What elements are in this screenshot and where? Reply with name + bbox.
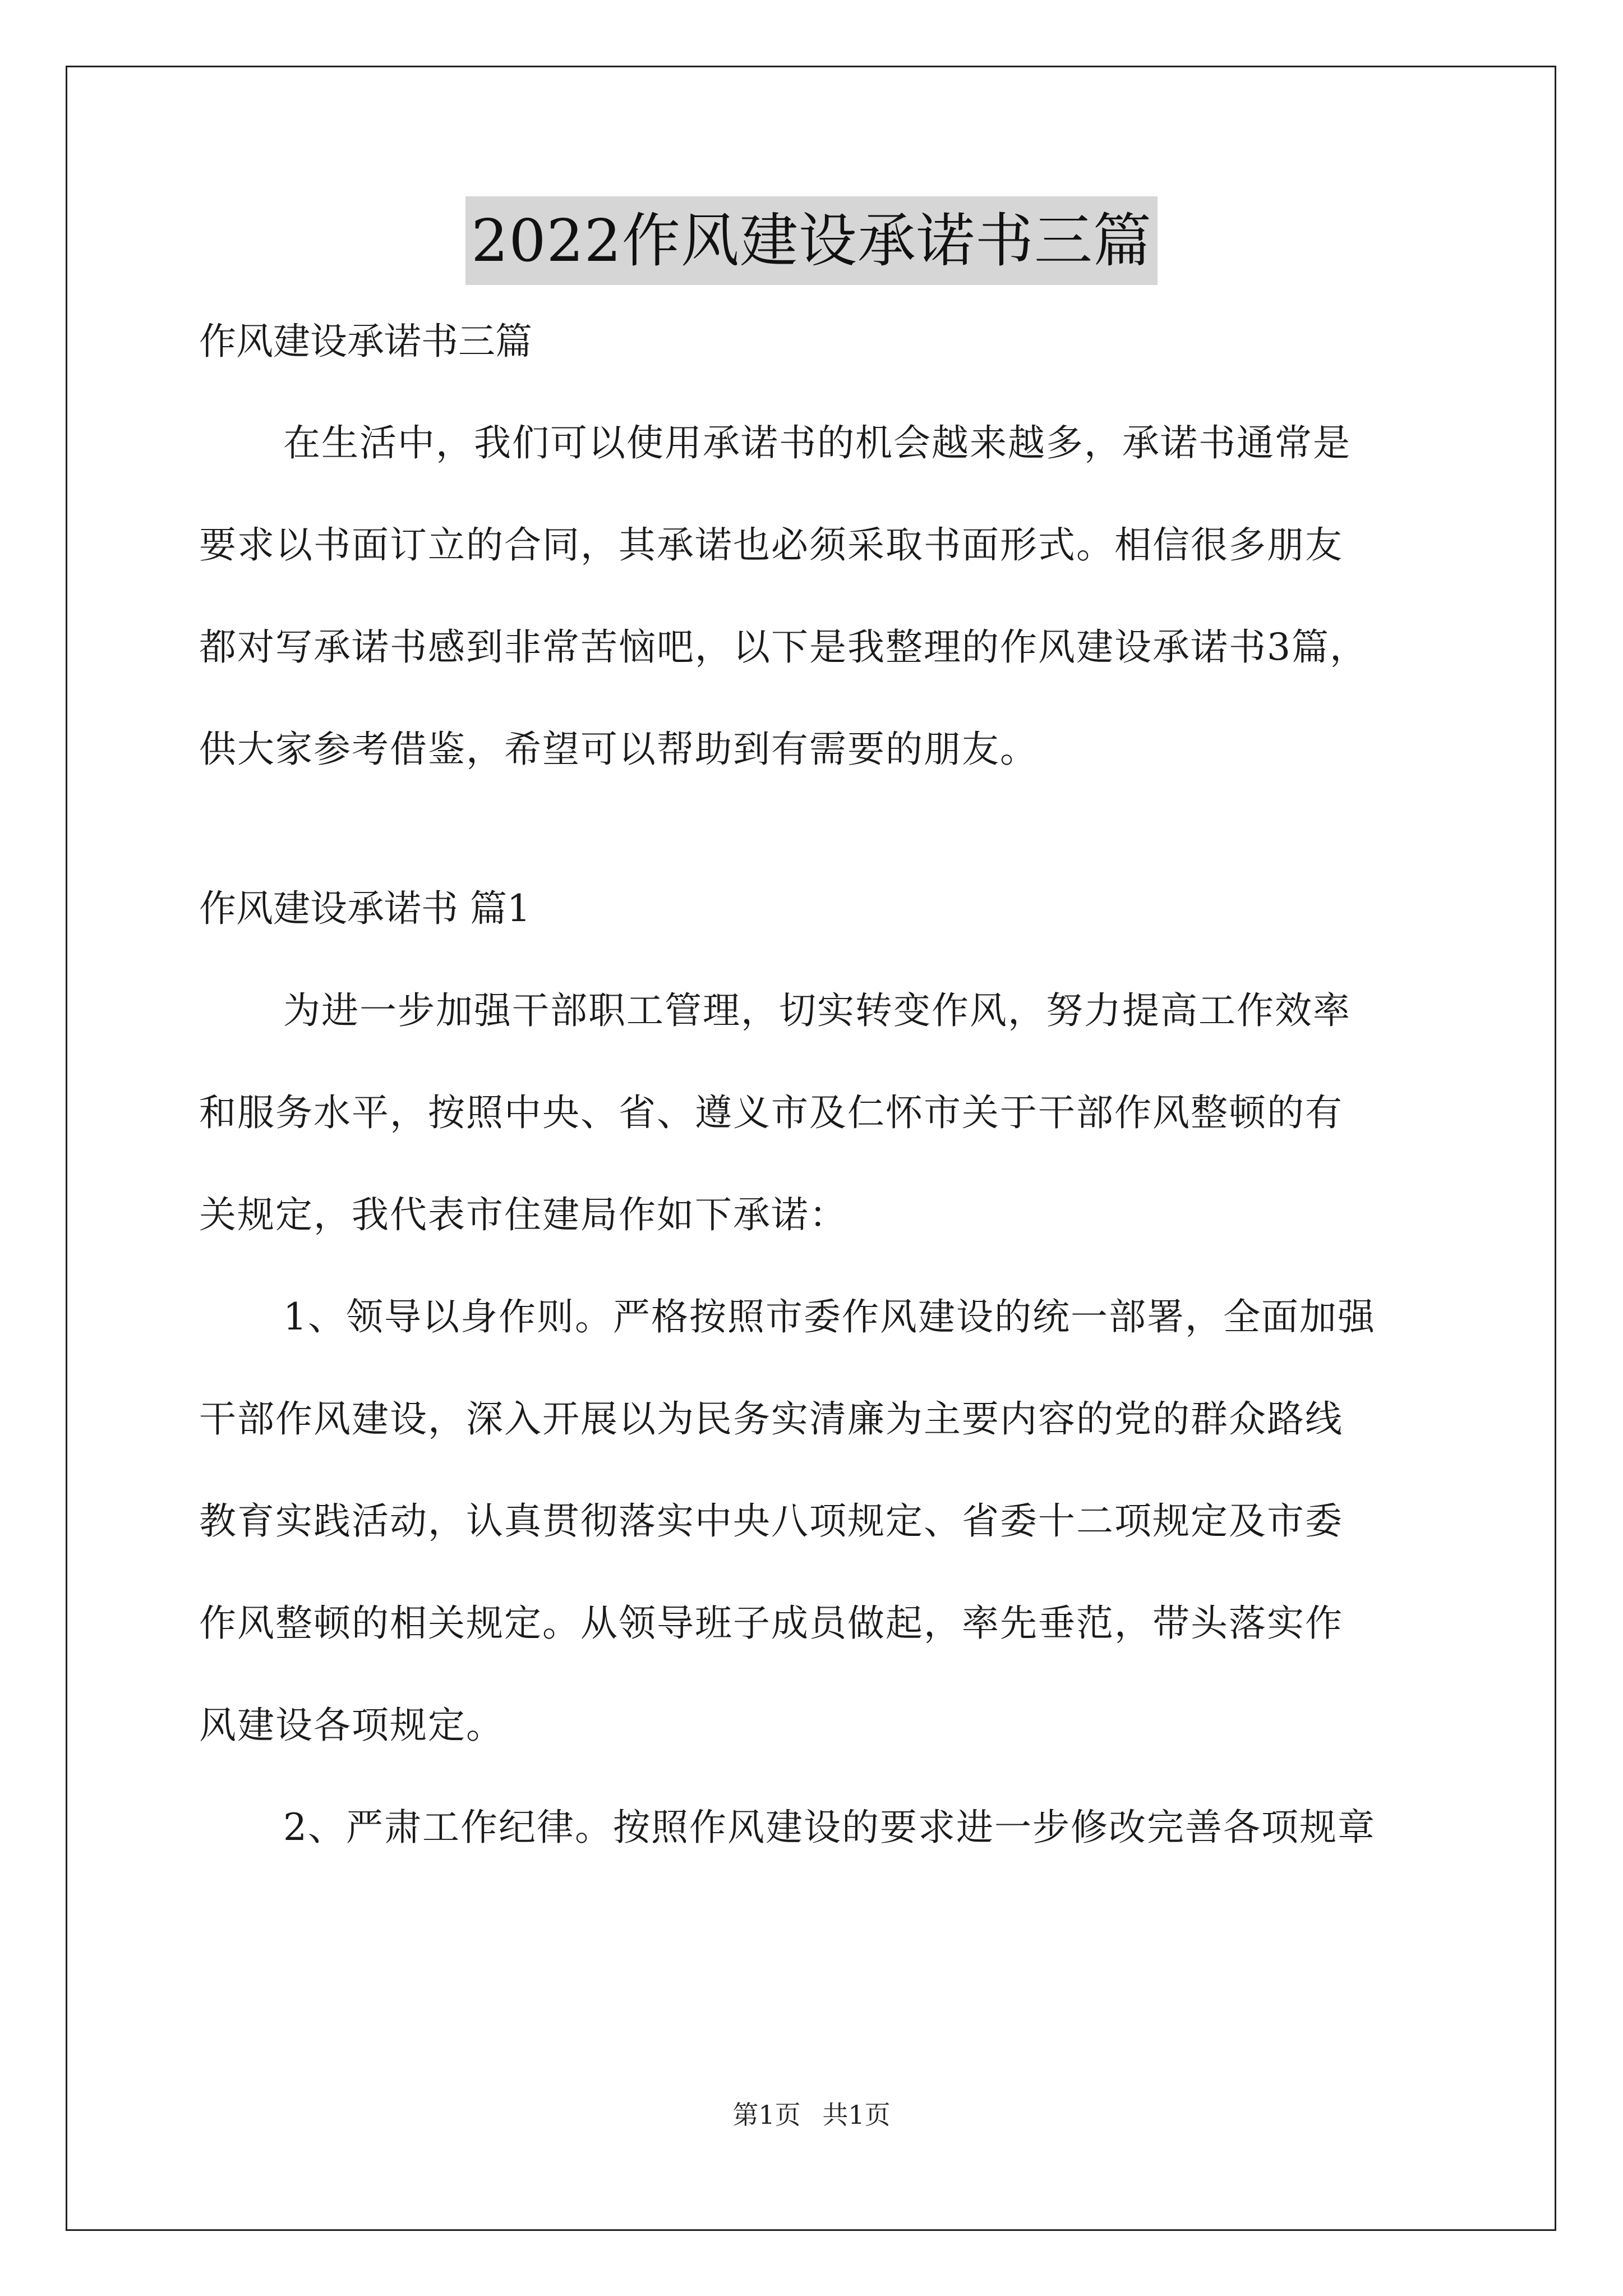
page-footer	[0, 2098, 1623, 2132]
intro-line: 在生活中，我们可以使用承诺书的机会越来越多，承诺书通常是	[283, 421, 1351, 464]
document-title: 2022作风建设承诺书三篇	[465, 196, 1158, 285]
intro-line: 要求以书面订立的合同，其承诺也必须采取书面形式。相信很多朋友	[199, 523, 1343, 567]
section-heading: 作风建设承诺书 篇1	[199, 887, 531, 930]
document-body	[199, 314, 1433, 1855]
paragraph-line: 2、严肃工作纪律。按照作风建设的要求进一步修改完善各项规章	[283, 1806, 1376, 1849]
page-number: 第1页	[732, 2100, 801, 2130]
commitment-item-2	[199, 1800, 1433, 1855]
paragraph-line: 风建设各项规定。	[199, 1704, 504, 1747]
paragraph-line: 和服务水平，按照中央、省、遵义市及仁怀市关于干部作风整顿的有	[199, 1091, 1343, 1134]
intro-line: 供大家参考借鉴，希望可以帮助到有需要的朋友。	[199, 728, 1038, 771]
intro-line: 都对写承诺书感到非常苦恼吧，以下是我整理的作风建设承诺书3篇，	[199, 625, 1368, 669]
intro-paragraph	[199, 416, 1433, 777]
document-subtitle: 作风建设承诺书三篇	[199, 320, 532, 363]
page-total: 共1页	[822, 2100, 891, 2130]
paragraph-line: 关规定，我代表市住建局作如下承诺：	[199, 1193, 847, 1236]
paragraph-line: 作风整顿的相关规定。从领导班子成员做起，率先垂范，带头落实作	[199, 1602, 1343, 1645]
paragraph-line: 为进一步加强干部职工管理，切实转变作风，努力提高工作效率	[283, 989, 1351, 1032]
paragraph-line: 干部作风建设，深入开展以为民务实清廉为主要内容的党的群众路线	[199, 1397, 1343, 1441]
paragraph-line: 教育实践活动，认真贯彻落实中央八项规定、省委十二项规定及市委	[199, 1499, 1343, 1543]
title-area	[0, 196, 1623, 285]
commitment-paragraph-intro	[199, 983, 1433, 1243]
commitment-item-1	[199, 1290, 1433, 1753]
paragraph-line: 1、领导以身作则。严格按照市委作风建设的统一部署，全面加强	[283, 1295, 1376, 1338]
